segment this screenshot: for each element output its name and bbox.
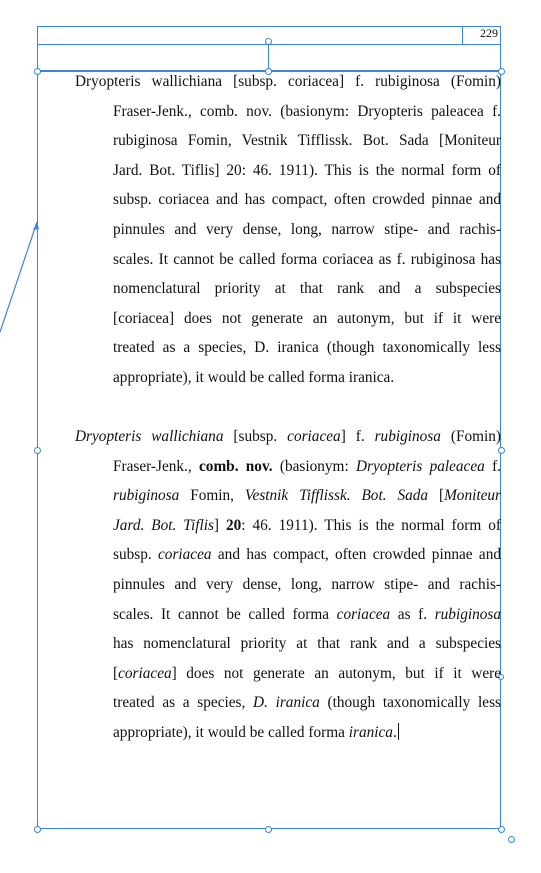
- formatted-line-10: treated as a species, D. iranica (though taxonomically less: [113, 694, 501, 712]
- formatted-line-8: has nomenclatural priority at that rank and a subspecies: [113, 635, 501, 653]
- comb-nov-label: comb. nov.: [199, 457, 273, 475]
- plain-line: rubiginosa Fomin, Vestnik Tifflissk. Bot. Sada [Moniteur: [113, 132, 501, 150]
- frame-handle-bottom-right[interactable]: [498, 826, 505, 833]
- plain-line: Jard. Bot. Tiflis] 20: 46. 1911). This is the normal form of: [113, 161, 501, 179]
- formatted-line-3: rubiginosa Fomin, Vestnik Tifflissk. Bot. Sada [Moniteur: [113, 487, 501, 505]
- formatted-line-1: Dryopteris wallichiana [subsp. coriacea] f. rubiginosa (Fomin): [75, 428, 501, 445]
- text-cursor: [398, 723, 400, 740]
- page-number: 229: [462, 26, 501, 45]
- plain-line: [coriacea] does not generate an autonym, but if it were: [113, 309, 501, 327]
- header-frame-top-handle[interactable]: [265, 38, 272, 45]
- formatted-line-9: [coriacea] does not generate an autonym, but if it were: [113, 664, 501, 682]
- plain-line: pinnules and very dense, long, narrow stipe- and rachis-: [113, 220, 501, 238]
- plain-line: Dryopteris wallichiana [subsp. coriacea] f. rubiginosa (Fomin): [75, 73, 501, 90]
- formatted-line-2: Fraser-Jenk., comb. nov. (basionym: Dryopteris paleacea f.: [113, 457, 502, 475]
- plain-entry-paragraph[interactable]: [75, 67, 501, 393]
- frame-handle-middle-left[interactable]: [34, 447, 41, 454]
- frame-handle-bottom-left[interactable]: [34, 826, 41, 833]
- frame-handle-bottom-center[interactable]: [265, 826, 272, 833]
- plain-line: scales. It cannot be called forma coriacea as f. rubiginosa has: [113, 250, 501, 268]
- header-text-frame[interactable]: [37, 26, 501, 71]
- formatted-line-11: appropriate), it would be called forma iranica.: [75, 718, 501, 748]
- frame-handle-top-left[interactable]: [34, 68, 41, 75]
- frame-out-port[interactable]: [508, 836, 515, 843]
- plain-line: nomenclatural priority at that rank and a subspecies: [113, 280, 501, 298]
- formatted-line-5: subsp. coriacea and has compact, often crowded pinnae and: [113, 546, 501, 564]
- volume-number: 20: [226, 516, 242, 534]
- formatted-entry-paragraph[interactable]: [75, 422, 501, 748]
- formatted-line-7: scales. It cannot be called forma coriacea as f. rubiginosa: [113, 605, 501, 623]
- plain-line: treated as a species, D. iranica (though taxonomically less: [113, 339, 501, 357]
- formatted-line-6: pinnules and very dense, long, narrow stipe- and rachis-: [113, 575, 501, 593]
- journal-title: Vestnik Tifflissk. Bot. Sada: [244, 487, 429, 505]
- plain-line: subsp. coriacea and has compact, often crowded pinnae and: [113, 191, 501, 209]
- plain-line: Fraser-Jenk., comb. nov. (basionym: Dryopteris paleacea f.: [113, 102, 501, 120]
- taxon-name: Dryopteris wallichiana: [75, 428, 224, 445]
- plain-line: appropriate), it would be called forma iranica.: [113, 368, 395, 386]
- formatted-line-4: Jard. Bot. Tiflis] 20: 46. 1911). This is the normal form of: [113, 516, 501, 534]
